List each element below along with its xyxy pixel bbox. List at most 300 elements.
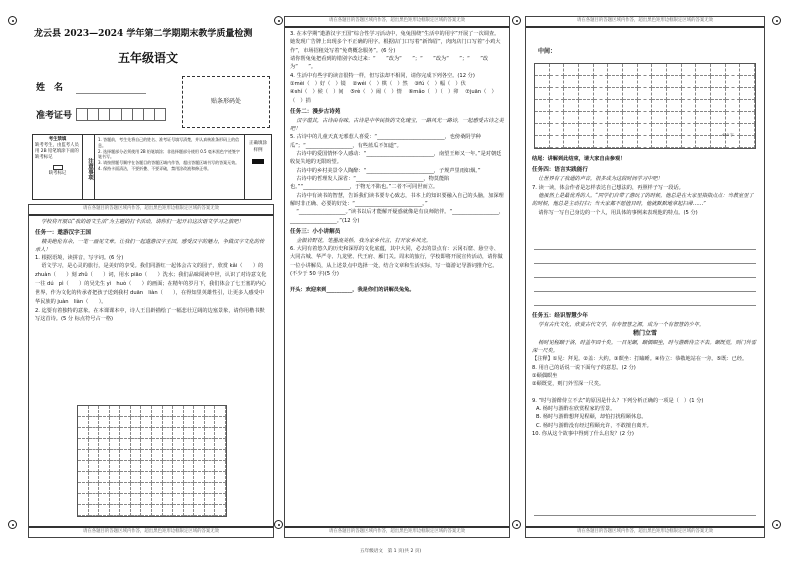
- grid-cell[interactable]: [205, 428, 216, 439]
- grid-cell[interactable]: [696, 124, 711, 136]
- grid-cell[interactable]: [594, 124, 609, 136]
- question-10: 10. 你从这个故事中得到了什么启发？(2 分): [532, 430, 634, 437]
- grid-cell[interactable]: [682, 112, 697, 124]
- grid-cell[interactable]: [163, 494, 174, 505]
- grid-cell[interactable]: [78, 417, 89, 428]
- grid-cell[interactable]: [141, 461, 152, 472]
- task3-intro: 金银岩野花，笔墨流美桥。我为家乡代言，打开家乡风光。: [296, 237, 432, 244]
- grid-cell[interactable]: [215, 428, 226, 439]
- task2-title: 任务二：漫步古诗苑: [290, 108, 341, 115]
- frame-bar-top: [29, 214, 273, 216]
- grid-cell[interactable]: [638, 76, 653, 88]
- grid-cell[interactable]: [638, 88, 653, 100]
- grid-cell[interactable]: [682, 76, 697, 88]
- grid-cell[interactable]: [110, 472, 121, 483]
- registration-mark-bottom-right: [772, 520, 781, 529]
- grid-cell[interactable]: [163, 428, 174, 439]
- grid-cell[interactable]: [682, 136, 697, 148]
- grid-cell[interactable]: [163, 406, 174, 417]
- grid-cell[interactable]: [152, 494, 163, 505]
- grid-cell[interactable]: [173, 494, 184, 505]
- grid-cell[interactable]: [141, 505, 152, 516]
- grid-cell[interactable]: [120, 483, 131, 494]
- grid-cell[interactable]: [205, 406, 216, 417]
- grid-cell[interactable]: [215, 483, 226, 494]
- grid-cell[interactable]: [696, 64, 711, 76]
- grid-cell[interactable]: [594, 136, 609, 148]
- grid-cell[interactable]: [205, 472, 216, 483]
- grid-cell[interactable]: [652, 100, 667, 112]
- grid-cell[interactable]: [215, 461, 226, 472]
- grid-cell[interactable]: [78, 406, 89, 417]
- question-8: 8. 用自己的话说一说下面句子的意思。(2 分): [532, 364, 636, 371]
- answer-line[interactable]: [534, 305, 756, 306]
- grid-cell[interactable]: [120, 461, 131, 472]
- answer-line[interactable]: [534, 291, 756, 292]
- grid-cell[interactable]: [184, 472, 195, 483]
- grid-cell[interactable]: [78, 461, 89, 472]
- grid-cell[interactable]: [131, 505, 142, 516]
- grid-cell[interactable]: [608, 100, 623, 112]
- grid-cell[interactable]: [78, 494, 89, 505]
- grid-cell[interactable]: [120, 406, 131, 417]
- grid-cell[interactable]: [726, 88, 741, 100]
- col3-answer-frame: [525, 16, 765, 538]
- grid-cell[interactable]: [652, 88, 667, 100]
- grid-cell[interactable]: [110, 461, 121, 472]
- grid-cell[interactable]: [110, 406, 121, 417]
- grid-cell[interactable]: [194, 494, 205, 505]
- grid-cell[interactable]: [696, 76, 711, 88]
- grid-cell[interactable]: [550, 76, 565, 88]
- grid-cell[interactable]: [89, 494, 100, 505]
- grid-cell[interactable]: [667, 112, 682, 124]
- grid-cell[interactable]: [740, 88, 755, 100]
- grid-cell[interactable]: [550, 112, 565, 124]
- registration-mark-top-mid2: [512, 16, 521, 25]
- answer-line[interactable]: [534, 515, 756, 516]
- filled-mark: [252, 159, 264, 164]
- exam-title: 龙云县 2023—2024 学年第二学期期末教学质量检测: [34, 29, 253, 39]
- grid-cell[interactable]: [740, 124, 755, 136]
- grid-cell[interactable]: [682, 100, 697, 112]
- answer-line[interactable]: [534, 263, 756, 264]
- grid-cell[interactable]: [711, 100, 726, 112]
- grid-cell[interactable]: [89, 472, 100, 483]
- grid-cell[interactable]: [120, 450, 131, 461]
- grid-cell[interactable]: [215, 494, 226, 505]
- grid-cell[interactable]: [535, 100, 550, 112]
- grid-cell[interactable]: [696, 136, 711, 148]
- grid-cell[interactable]: [667, 88, 682, 100]
- grid-cell[interactable]: [163, 461, 174, 472]
- question-3: 3. 在本学期“遨游汉字王国”综合性学习活动中，兔兔围绕“生活中的用字”开展了一次调查。她发现广告牌上出现多个不正确的用字。根据店门口写着“新饰眉”，肉肉店门口写着“小鸡大作”，市场招租处写着“免费概念服务”。(6 分): [290, 31, 501, 54]
- grid-cell[interactable]: [163, 439, 174, 450]
- grid-cell[interactable]: [141, 494, 152, 505]
- grid-cell[interactable]: [89, 406, 100, 417]
- grid-cell[interactable]: [173, 428, 184, 439]
- grid-cell[interactable]: [78, 472, 89, 483]
- grid-cell[interactable]: [152, 472, 163, 483]
- grid-cell[interactable]: [99, 505, 110, 516]
- grid-cell[interactable]: [205, 439, 216, 450]
- task1-title: 任务一：遨游汉字王国: [35, 230, 91, 237]
- question-5-e: 古诗中有读书的智慧，告诉我们读书要专心致志，书本上的知识要融入自己的头脑，加深理解时非正确、必要的好处：“__________________________。”: [290, 192, 504, 207]
- task1-intro: 精美绝伦有余，一笔一画见文章。让我们一起遨游汉字王国，感受汉字的魅力，争做汉字文化的传承人！: [35, 238, 265, 253]
- grid-cell[interactable]: [726, 64, 741, 76]
- grid-cell[interactable]: [550, 136, 565, 148]
- grid-cell[interactable]: [141, 428, 152, 439]
- grid-cell[interactable]: [184, 417, 195, 428]
- grid-cell[interactable]: [152, 406, 163, 417]
- grid-cell[interactable]: [623, 100, 638, 112]
- grid-cell[interactable]: [608, 112, 623, 124]
- grid-cell[interactable]: [163, 505, 174, 516]
- grid-cell[interactable]: [131, 417, 142, 428]
- grid-cell[interactable]: [163, 417, 174, 428]
- grid-cell[interactable]: [173, 450, 184, 461]
- grid-cell[interactable]: [120, 417, 131, 428]
- grid-cell[interactable]: [726, 100, 741, 112]
- grid-cell[interactable]: [99, 450, 110, 461]
- grid-cell[interactable]: [184, 428, 195, 439]
- grid-cell[interactable]: [682, 64, 697, 76]
- grid-cell[interactable]: [564, 124, 579, 136]
- question-8-item: ①颐偶瞑坐: [532, 373, 558, 380]
- grid-cell[interactable]: [184, 505, 195, 516]
- grid-cell[interactable]: [696, 100, 711, 112]
- grid-cell[interactable]: [564, 76, 579, 88]
- grid-cell[interactable]: [184, 461, 195, 472]
- grid-cell[interactable]: [550, 88, 565, 100]
- grid-cell[interactable]: [608, 124, 623, 136]
- frame-warning-top: 请在各题目的答题区域内作答，超出黑色矩形边框限定区域的答案无效: [328, 18, 466, 23]
- grid-cell[interactable]: [711, 64, 726, 76]
- col1-answer-frame: [28, 204, 274, 538]
- grid-cell[interactable]: [89, 505, 100, 516]
- grid-cell[interactable]: [110, 428, 121, 439]
- grid-cell[interactable]: [89, 417, 100, 428]
- grid-cell[interactable]: [173, 505, 184, 516]
- grid-cell[interactable]: [131, 439, 142, 450]
- grid-cell[interactable]: [131, 461, 142, 472]
- question-5-c: 古诗中的乡村美景令人陶醉：“__________________________，子规声里雨如烟。”: [296, 167, 481, 174]
- question-5: 5. 古诗中的儿童天真无邪惹人喜爱：“__________________________，也傍桑阴学种瓜”；“__________________，有些蓝瓜不知道”。: [290, 134, 481, 149]
- grid-cell[interactable]: [141, 406, 152, 417]
- grid-cell[interactable]: [667, 100, 682, 112]
- grid-cell[interactable]: [564, 88, 579, 100]
- notes-item: 4. 保持卡面清洁，不要折叠、不要弄破，禁用涂改液和修正带。: [98, 165, 212, 171]
- grid-cell[interactable]: [215, 505, 226, 516]
- candidate-info-text: 缺考考生，由监考人员用 2B 铅笔填涂下面的缺考标记: [35, 143, 79, 161]
- grid-cell[interactable]: [711, 76, 726, 88]
- id-boxes[interactable]: [76, 108, 166, 121]
- grid-cell[interactable]: [726, 76, 741, 88]
- question-8-item: ②颐既觉，则门外雪深一尺矣。: [532, 381, 605, 388]
- question-9-option-c[interactable]: C. 杨时与游酢没有经过程颐允许，不敢擅自离开。: [536, 422, 652, 429]
- grid-cell[interactable]: [110, 417, 121, 428]
- question-7-example: 他虽然上是最优秀的人。“同学们自带了游玩了的时候，他总是在大家里指指点点：当教室里了的时候，他总是主动打扫；当大家都不愿值日时，他就默默地拿起扫帚……”: [532, 192, 754, 208]
- grid-cell[interactable]: [194, 461, 205, 472]
- subject-title: 五年级语文: [118, 51, 179, 65]
- grid-cell[interactable]: [550, 124, 565, 136]
- grid-cell[interactable]: [652, 76, 667, 88]
- grid-cell[interactable]: [131, 472, 142, 483]
- grid-cell[interactable]: [579, 64, 594, 76]
- col3-content-2: [532, 309, 758, 438]
- grid-cell[interactable]: [579, 76, 594, 88]
- grid-cell[interactable]: [623, 124, 638, 136]
- grid-cell[interactable]: [740, 100, 755, 112]
- grid-cell[interactable]: [163, 450, 174, 461]
- grid-cell[interactable]: [594, 88, 609, 100]
- question-9-option-a[interactable]: A. 杨时与游酢在欣赏程家的雪景。: [536, 406, 616, 413]
- question-3-ask: 请你帮兔兔把看到的错别字改过来：“ ”改为“ ”；“ ”改为“ ”；“ ”改为“ ”。: [290, 55, 489, 71]
- grid-cell[interactable]: [120, 505, 131, 516]
- grid-cell[interactable]: [667, 124, 682, 136]
- grid-cell[interactable]: [740, 76, 755, 88]
- grid-cell[interactable]: [194, 439, 205, 450]
- grid-cell[interactable]: [89, 428, 100, 439]
- grid-cell[interactable]: [194, 483, 205, 494]
- grid-cell[interactable]: [131, 428, 142, 439]
- question-6: 6. 大同有着悠久的历史和深厚的文化底蕴，其中大同，必去的景点有：云冈石窟、悬空寺、大同古城、华严寺、九龙壁、代王府、雁门关。周末的旅行，学校即将开展宣传活动，请你做一位小讲解员，从上述景点中选择一处，结合文章和生活实际，写一篇游记导游词推介它。(不少于 50 字)(5 分): [290, 246, 503, 277]
- frame-bar-top: [526, 26, 764, 28]
- grid-cell[interactable]: [726, 112, 741, 124]
- grid-cell[interactable]: [579, 124, 594, 136]
- intro-text: 学校将开展以“我的语文生活”为主题的打卡活动，请你们一起开启这次语文学习之旅吧！: [41, 219, 244, 225]
- notes-item: 2. 选择题部分必须使用 2B 铅笔填涂；非选择题部分使用 0.5 毫米黑色字迹签字笔书写。: [98, 148, 240, 160]
- grid-cell[interactable]: [99, 428, 110, 439]
- name-line[interactable]: [76, 93, 146, 94]
- grid-cell[interactable]: [652, 136, 667, 148]
- grid-cell[interactable]: [623, 136, 638, 148]
- grid-cell[interactable]: [740, 64, 755, 76]
- grid-cell[interactable]: [535, 124, 550, 136]
- grid-cell[interactable]: [564, 136, 579, 148]
- question-6-start: 开头：欢迎来到__________，我是你们的讲解员兔兔。: [290, 287, 415, 294]
- grid-cell[interactable]: [184, 494, 195, 505]
- grid-cell[interactable]: [740, 136, 755, 148]
- poem-writing-grid[interactable]: [77, 405, 227, 517]
- grid-cell[interactable]: [110, 450, 121, 461]
- grid-cell[interactable]: [667, 76, 682, 88]
- grid-cell[interactable]: [131, 450, 142, 461]
- grid-cell[interactable]: [99, 472, 110, 483]
- registration-mark-top-right: [772, 16, 781, 25]
- grid-cell[interactable]: [638, 112, 653, 124]
- grid-cell[interactable]: [152, 417, 163, 428]
- grid-cell[interactable]: [173, 406, 184, 417]
- grid-cell[interactable]: [184, 439, 195, 450]
- grid-cell[interactable]: [173, 417, 184, 428]
- grid-cell[interactable]: [78, 428, 89, 439]
- grid-cell[interactable]: [564, 100, 579, 112]
- question-9-option-b[interactable]: B. 杨时与游酢想拜见程颐，却怕打扰程颐休息。: [536, 414, 647, 421]
- grid-cell[interactable]: [152, 439, 163, 450]
- grid-cell[interactable]: [564, 112, 579, 124]
- grid-cell[interactable]: [120, 428, 131, 439]
- grid-cell[interactable]: [579, 100, 594, 112]
- grid-cell[interactable]: [120, 472, 131, 483]
- grid-cell[interactable]: [89, 439, 100, 450]
- grid-cell[interactable]: [594, 76, 609, 88]
- grid-cell[interactable]: [696, 88, 711, 100]
- answer-line[interactable]: [534, 277, 756, 278]
- grid-cell[interactable]: [608, 88, 623, 100]
- grid-cell[interactable]: [205, 505, 216, 516]
- barcode-label: 贴条形码处: [210, 98, 241, 105]
- subject-box: [110, 49, 190, 67]
- grid-cell[interactable]: [608, 64, 623, 76]
- grid-cell[interactable]: [608, 76, 623, 88]
- grid-cell[interactable]: [667, 64, 682, 76]
- task2-intro: 汉字蕴其，古诗由有味。古诗是中华民族的文化瑰宝，一路风光一路诗，一起感受古诗之美吧！: [290, 117, 504, 133]
- grid-cell[interactable]: [110, 483, 121, 494]
- grid-cell[interactable]: [99, 417, 110, 428]
- grid-cell[interactable]: [215, 439, 226, 450]
- grid-cell[interactable]: [131, 406, 142, 417]
- grid-cell[interactable]: [696, 112, 711, 124]
- grid-cell[interactable]: [110, 494, 121, 505]
- grid-cell[interactable]: [110, 505, 121, 516]
- grid-cell[interactable]: [152, 461, 163, 472]
- grid-cell[interactable]: [131, 483, 142, 494]
- grid-cell[interactable]: [99, 461, 110, 472]
- grid-cell[interactable]: [184, 483, 195, 494]
- grid-cell[interactable]: [652, 124, 667, 136]
- grid-cell[interactable]: [152, 428, 163, 439]
- grid-cell[interactable]: [711, 112, 726, 124]
- grid-cell[interactable]: [152, 483, 163, 494]
- grid-cell[interactable]: [740, 112, 755, 124]
- id-label: 准考证号: [36, 111, 73, 121]
- grid-cell[interactable]: [141, 417, 152, 428]
- grid-cell[interactable]: [152, 505, 163, 516]
- grid-cell[interactable]: [594, 112, 609, 124]
- absent-mark-box[interactable]: [53, 165, 63, 170]
- answer-line[interactable]: [534, 249, 756, 250]
- grid-cell[interactable]: [78, 439, 89, 450]
- frame-warning-bottom: 请在各题目的答题区域内作答，超出黑色矩形边框限定区域的答案无效: [328, 529, 466, 535]
- grid-cell[interactable]: [120, 494, 131, 505]
- grid-cell[interactable]: [173, 461, 184, 472]
- grid-cell[interactable]: [215, 417, 226, 428]
- grid-cell[interactable]: [652, 64, 667, 76]
- grid-cell[interactable]: [682, 88, 697, 100]
- grid-cell[interactable]: [594, 64, 609, 76]
- grid-cell[interactable]: [89, 461, 100, 472]
- registration-mark-top-left: [8, 16, 17, 25]
- poem-text: 杨时见程颐于洛，时盖年四十矣。一日见颐，颐偶瞑坐，时与游酢侍立不去。颐既觉，则门外雪深一尺矣。: [532, 339, 757, 355]
- grid-cell[interactable]: [579, 88, 594, 100]
- grid-cell[interactable]: [194, 505, 205, 516]
- grid-cell[interactable]: [173, 483, 184, 494]
- grid-cell[interactable]: [215, 450, 226, 461]
- notes-item: 3. 请按照题号顺序在各题目的答题区域内作答，超出答题区域书写的答案无效。: [98, 160, 240, 166]
- question-4: 4. 生活中有些字的读音很特一样，但写法却不相同，请你完成下列各空。(12 分): [290, 72, 475, 79]
- grid-cell[interactable]: [78, 483, 89, 494]
- grid-cell[interactable]: [652, 112, 667, 124]
- grid-cell[interactable]: [215, 472, 226, 483]
- grid-cell[interactable]: [78, 505, 89, 516]
- grid-cell[interactable]: [173, 439, 184, 450]
- grid-cell[interactable]: [89, 483, 100, 494]
- grid-cell[interactable]: [535, 76, 550, 88]
- candidate-info-cell: [33, 135, 83, 199]
- grid-cell[interactable]: [99, 439, 110, 450]
- grid-cell[interactable]: [173, 472, 184, 483]
- grid-cell[interactable]: [141, 483, 152, 494]
- grid-cell[interactable]: [152, 450, 163, 461]
- grid-cell[interactable]: [594, 100, 609, 112]
- grid-cell[interactable]: [110, 439, 121, 450]
- grid-cell[interactable]: [682, 124, 697, 136]
- grid-cell[interactable]: [564, 64, 579, 76]
- grid-cell[interactable]: [623, 76, 638, 88]
- question-1: 1. 根据语境，读拼音，写字词。(6 分): [35, 254, 124, 261]
- grid-cell[interactable]: [638, 124, 653, 136]
- name-label: 姓 名: [36, 83, 64, 93]
- grid-cell[interactable]: [579, 112, 594, 124]
- grid-cell[interactable]: [184, 450, 195, 461]
- grid-cell[interactable]: [120, 439, 131, 450]
- grid-cell[interactable]: [141, 450, 152, 461]
- grid-cell[interactable]: [99, 494, 110, 505]
- grid-cell[interactable]: [99, 406, 110, 417]
- grid-cell[interactable]: [141, 472, 152, 483]
- grid-cell[interactable]: [205, 494, 216, 505]
- grid-cell[interactable]: [535, 88, 550, 100]
- grid-cell[interactable]: [141, 439, 152, 450]
- grid-cell[interactable]: [535, 136, 550, 148]
- grid-cell[interactable]: [638, 64, 653, 76]
- grid-cell[interactable]: [623, 64, 638, 76]
- grid-cell[interactable]: [194, 450, 205, 461]
- grid-cell[interactable]: [205, 450, 216, 461]
- word-count-mark: 450 字: [722, 133, 734, 137]
- grid-cell[interactable]: [99, 483, 110, 494]
- grid-cell[interactable]: [638, 100, 653, 112]
- grid-cell[interactable]: [131, 494, 142, 505]
- grid-cell[interactable]: [194, 472, 205, 483]
- grid-cell[interactable]: [638, 136, 653, 148]
- grid-cell[interactable]: [194, 417, 205, 428]
- grid-cell[interactable]: [163, 472, 174, 483]
- grid-cell[interactable]: [89, 450, 100, 461]
- grid-cell[interactable]: [550, 100, 565, 112]
- frame-warning-top: 请在各题目的答题区域内作答，超出黑色矩形边框限定区域的答案无效: [82, 206, 220, 211]
- grid-cell[interactable]: [163, 483, 174, 494]
- grid-cell[interactable]: [535, 64, 550, 76]
- grid-cell[interactable]: [205, 483, 216, 494]
- grid-cell[interactable]: [215, 406, 226, 417]
- grid-cell[interactable]: [194, 406, 205, 417]
- grid-cell[interactable]: [608, 136, 623, 148]
- grid-cell[interactable]: [667, 136, 682, 148]
- grid-cell[interactable]: [205, 417, 216, 428]
- grid-cell[interactable]: [78, 450, 89, 461]
- grid-cell[interactable]: [194, 428, 205, 439]
- grid-cell[interactable]: [205, 461, 216, 472]
- grid-cell[interactable]: [711, 88, 726, 100]
- grid-cell[interactable]: [623, 88, 638, 100]
- grid-cell[interactable]: [535, 112, 550, 124]
- grid-cell[interactable]: [550, 64, 565, 76]
- grid-cell[interactable]: [579, 136, 594, 148]
- grid-cell[interactable]: [184, 406, 195, 417]
- grid-cell[interactable]: [623, 112, 638, 124]
